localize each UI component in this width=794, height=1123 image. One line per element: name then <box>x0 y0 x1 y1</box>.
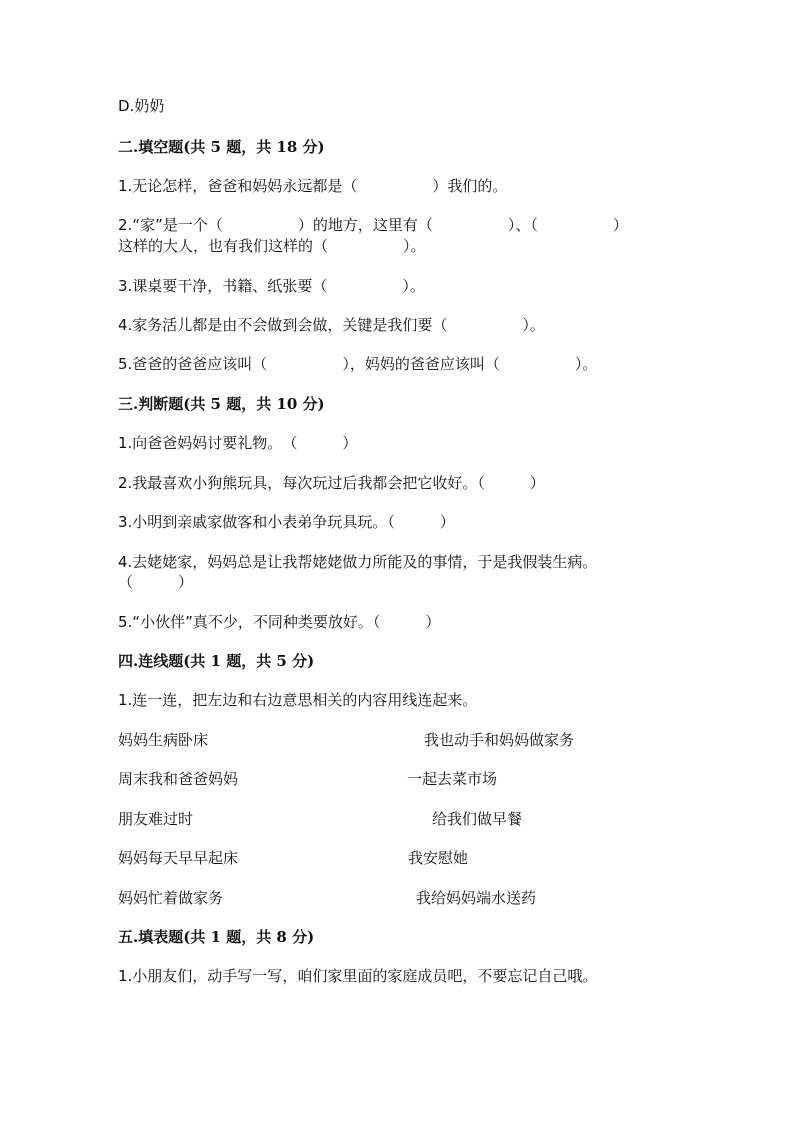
match-question-1: 1.连一连，把左边和右边意思相关的内容用线连起来。 <box>118 691 478 709</box>
match-right-4: 我安慰她 <box>408 849 469 867</box>
judge-question-5: 5.“小伙伴”真不少，不同种类要放好。（ ） <box>118 613 441 631</box>
section-2-heading: 二.填空题(共 5 题，共 18 分) <box>118 138 325 156</box>
judge-question-4-line-1: 4.去姥姥家，妈妈总是让我帮姥姥做力所能及的事情，于是我假装生病。 <box>118 553 598 571</box>
match-left-3: 朋友难过时 <box>118 810 194 828</box>
table-question-1: 1.小朋友们，动手写一写，咱们家里面的家庭成员吧，不要忘记自己哦。 <box>118 967 598 985</box>
judge-question-4-line-2: （ ） <box>118 573 194 591</box>
fill-question-1: 1.无论怎样，爸爸和妈妈永远都是（ ）我们的。 <box>118 177 508 195</box>
fill-question-3: 3.课桌要干净，书籍、纸张要（ ）。 <box>118 277 425 295</box>
fill-question-2-line-2: 这样的大人，也有我们这样的（ ）。 <box>118 237 426 255</box>
judge-question-3: 3.小明到亲戚家做客和小表弟争玩具玩。（ ） <box>118 513 455 531</box>
match-right-1: 我也动手和妈妈做家务 <box>424 731 575 749</box>
match-right-5: 我给妈妈端水送药 <box>416 889 537 907</box>
match-left-1: 妈妈生病卧床 <box>118 731 209 749</box>
match-right-2: 一起去菜市场 <box>407 770 498 788</box>
fill-question-2-line-1: 2.“家”是一个（ ）的地方，这里有（ ）、（ ） <box>118 216 628 234</box>
section-3-heading: 三.判断题(共 5 题，共 10 分) <box>118 395 325 413</box>
match-left-2: 周末我和爸爸妈妈 <box>118 770 239 788</box>
fill-question-5: 5.爸爸的爸爸应该叫（ ），妈妈的爸爸应该叫（ ）。 <box>118 355 598 373</box>
section-5-heading: 五.填表题(共 1 题，共 8 分) <box>118 928 315 946</box>
match-right-3: 给我们做早餐 <box>432 810 523 828</box>
option-d: D.奶奶 <box>118 97 165 115</box>
match-left-4: 妈妈每天早早起床 <box>118 849 239 867</box>
section-4-heading: 四.连线题(共 1 题，共 5 分) <box>118 652 315 670</box>
fill-question-4: 4.家务活儿都是由不会做到会做，关键是我们要（ ）。 <box>118 316 545 334</box>
match-left-5: 妈妈忙着做家务 <box>118 889 224 907</box>
judge-question-1: 1.向爸爸妈妈讨要礼物。 （ ） <box>118 434 358 452</box>
judge-question-2: 2.我最喜欢小狗熊玩具，每次玩过后我都会把它收好。（ ） <box>118 474 545 492</box>
